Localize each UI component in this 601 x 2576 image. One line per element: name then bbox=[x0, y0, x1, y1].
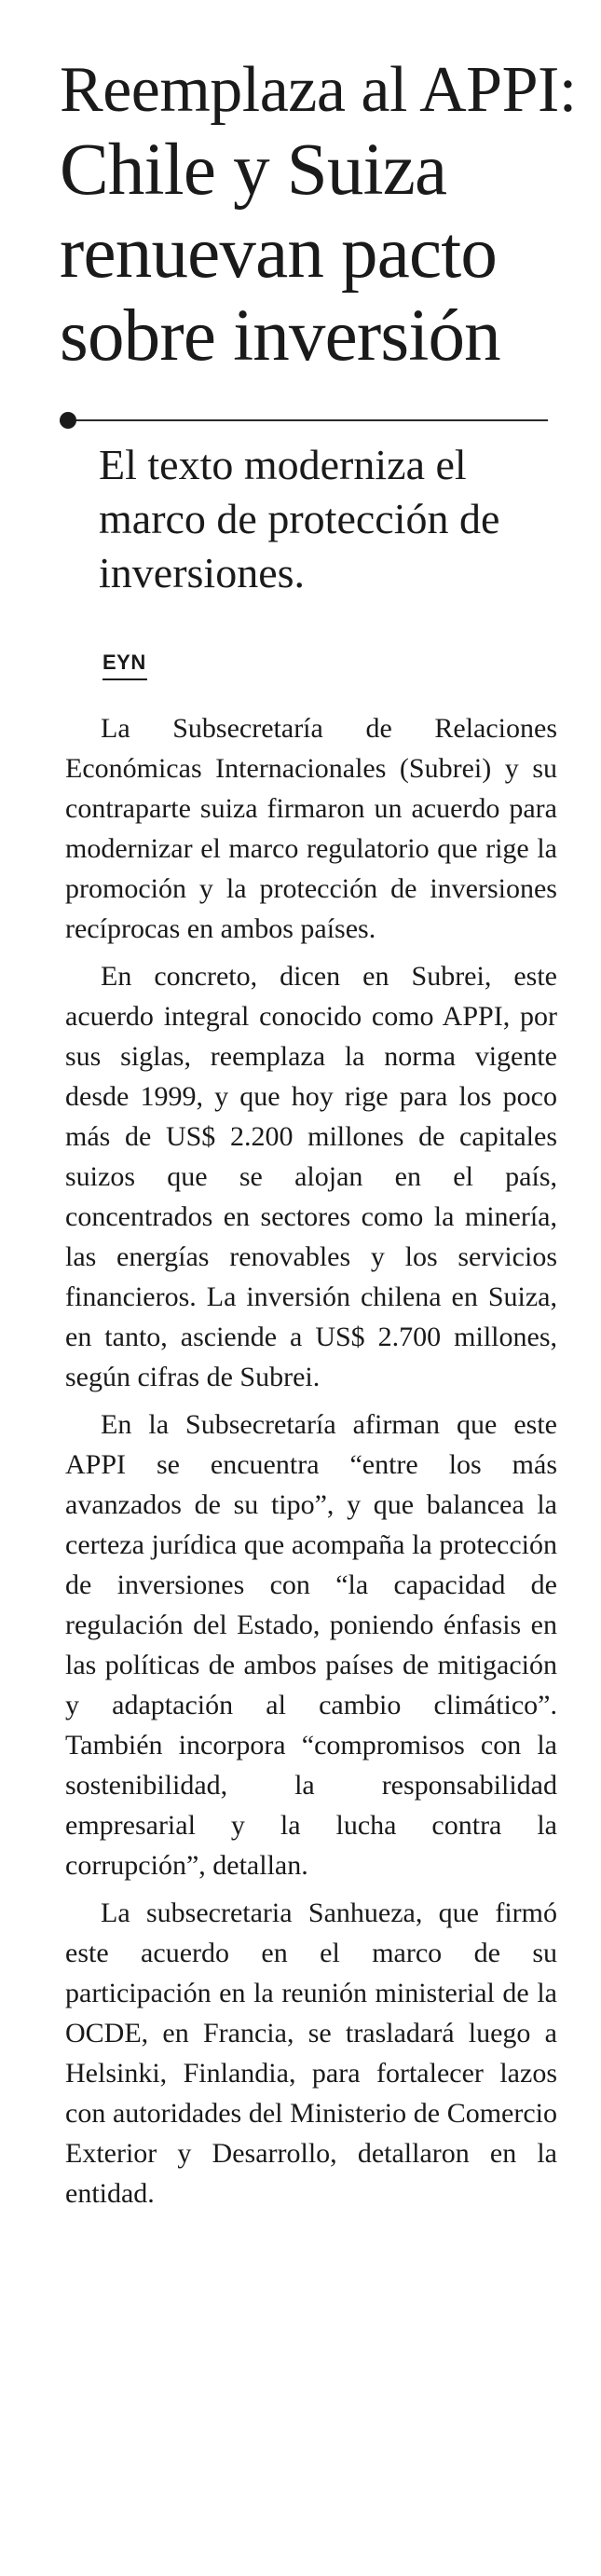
headline-title: Chile y Suiza renuevan pacto sobre inversión bbox=[60, 130, 500, 377]
lead-summary: El texto moderniza el marco de protección de inversiones. bbox=[99, 441, 500, 596]
lead-divider bbox=[63, 419, 548, 421]
article-body bbox=[65, 708, 557, 2221]
headline-kicker: Reemplaza al APPI: bbox=[60, 54, 577, 126]
body-paragraph: En la Subsecretaría afirman que este APPI se encuentra “entre los más avanzados de su tipo”, y que balancea la certeza jurídica que acompaña la protección de inversiones con “la capacidad de regulación del Estado, poniendo énfasis en las políticas de ambos países de mitigación y adaptación al cambio climático”. También incorpora “compromisos con la sostenibilidad, la responsabilidad empresarial y la lucha contra la corrupción”, detallan. bbox=[65, 1409, 557, 1881]
body-paragraph: La Subsecretaría de Relaciones Económicas Internacionales (Subrei) y su contraparte suiza firmaron un acuerdo para modernizar el marco regulatorio que rige la promoción y la protección de inversiones recíprocas en ambos países. bbox=[65, 713, 557, 944]
bullet-dot-icon bbox=[60, 412, 76, 429]
byline-underline bbox=[102, 678, 147, 680]
headline bbox=[60, 52, 591, 377]
body-paragraph: La subsecretaria Sanhueza, que firmó este acuerdo en el marco de su participación en la reunión ministerial de la OCDE, en Francia, se trasladará luego a Helsinki, Finlandia, para fortalecer lazos con autoridades del Ministerio de Comercio Exterior y Desarrollo, detallaron en la entidad. bbox=[65, 1898, 557, 2209]
byline: EYN bbox=[102, 651, 146, 674]
body-paragraph: En concreto, dicen en Subrei, este acuerdo integral conocido como APPI, por sus siglas, reemplaza la norma vigente desde 1999, y que hoy rige para los poco más de US$ 2.200 millones de capitales suizos que se alojan en el país, concentrados en sectores como la minería, las energías renovables y los servicios financieros. La inversión chilena en Suiza, en tanto, asciende a US$ 2.700 millones, según cifras de Subrei. bbox=[65, 961, 557, 1392]
